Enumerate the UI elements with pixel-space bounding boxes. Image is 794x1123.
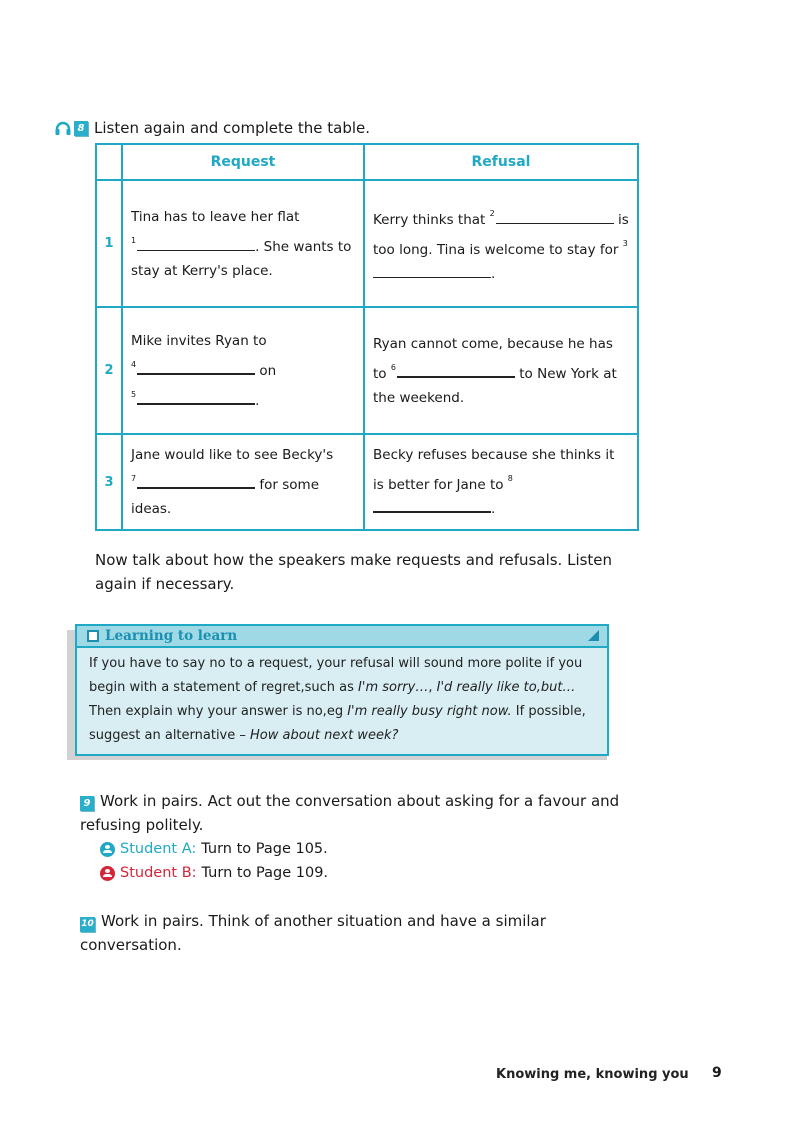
learning-to-learn-box	[75, 624, 609, 756]
student-b-label: Student B:	[120, 865, 197, 881]
student-a-text: Turn to Page 105.	[201, 841, 328, 857]
student-b-line	[80, 861, 620, 885]
gap-7-blank[interactable]	[137, 473, 255, 489]
student-a-line	[80, 837, 620, 861]
learning-box-text-segment: How about next week?	[250, 728, 399, 743]
table-header-row	[96, 144, 638, 180]
student-b-user-icon	[100, 866, 115, 881]
unit-title: Knowing me, knowing you	[496, 1067, 689, 1082]
follow-up-instruction: Now talk about how the speakers make requests and refusals. Listen again if necessary.	[95, 551, 613, 593]
exercise-9	[80, 789, 620, 885]
student-b-text: Turn to Page 109.	[201, 865, 329, 881]
gap-8-blank[interactable]	[373, 497, 491, 513]
exercise-number-badge: 10	[80, 917, 95, 932]
gap-2-blank[interactable]	[496, 209, 614, 224]
learning-box-title: Learning to learn	[105, 628, 238, 644]
header-number	[96, 144, 122, 180]
request-refusal-table	[95, 143, 639, 531]
exercise-8-instruction: Listen again and complete the table.	[94, 119, 371, 137]
learning-box-text-segment: ,	[428, 680, 437, 695]
refusal-cell: Kerry thinks that $^2$ is too long. Tina is welcome to stay for $^3$.	[364, 180, 638, 307]
row-number: 1	[96, 180, 122, 307]
learning-box-text-segment: I'm really busy right now.	[347, 704, 512, 719]
learning-box-header	[77, 626, 607, 648]
learning-box-text-segment: Then explain why your answer is no,eg	[89, 704, 348, 719]
student-a-user-icon	[100, 842, 115, 857]
exercise-8-heading	[55, 119, 370, 137]
student-a-label: Student A:	[120, 841, 197, 857]
table-row	[96, 180, 638, 307]
learning-box-text-segment: If you have to say no to a request, your refusal will sound more polite if you begin with a statement of regret,such as	[89, 656, 583, 695]
request-cell: Tina has to leave her flat $^1$ . She wants to stay at Kerry's place.	[122, 180, 364, 307]
row-number: 2	[96, 307, 122, 434]
exercise-9-instruction: Work in pairs. Act out the conversation about asking for a favour and refusing politely.	[80, 792, 620, 834]
header-request: Request	[122, 144, 364, 180]
table-row	[96, 434, 638, 530]
corner-triangle-icon	[588, 630, 599, 641]
exercise-number-badge: 9	[80, 796, 94, 811]
exercise-10-instruction: Work in pairs. Think of another situation and have a similar conversation.	[80, 912, 546, 954]
learning-box-text-segment: If possible, suggest an alternative –	[89, 704, 586, 743]
gap-5-blank[interactable]	[137, 389, 255, 405]
page-number: 9	[712, 1065, 722, 1081]
learning-box-text-segment: I'm sorry…	[358, 680, 429, 695]
table-row	[96, 307, 638, 434]
request-cell: Mike invites Ryan to $^4$ on $^5$ .	[122, 307, 364, 434]
request-cell: Jane would like to see Becky's $^7$ for some ideas.	[122, 434, 364, 530]
header-refusal: Refusal	[364, 144, 638, 180]
square-bullet-icon	[87, 630, 99, 642]
gap-1-blank[interactable]	[137, 236, 255, 251]
refusal-cell: Becky refuses because she thinks it is better for Jane to $^8$.	[364, 434, 638, 530]
gap-3-blank[interactable]	[373, 263, 491, 278]
row-number: 3	[96, 434, 122, 530]
refusal-cell: Ryan cannot come, because he has to $^6$ to New York at the weekend.	[364, 307, 638, 434]
learning-box-text-segment: I'd really like to,but…	[436, 680, 576, 695]
gap-4-blank[interactable]	[137, 359, 255, 375]
headphones-icon	[55, 121, 71, 135]
exercise-10	[80, 909, 600, 957]
learning-box-body	[77, 648, 607, 752]
exercise-number-badge: 8	[74, 121, 88, 136]
gap-6-blank[interactable]	[397, 362, 515, 378]
